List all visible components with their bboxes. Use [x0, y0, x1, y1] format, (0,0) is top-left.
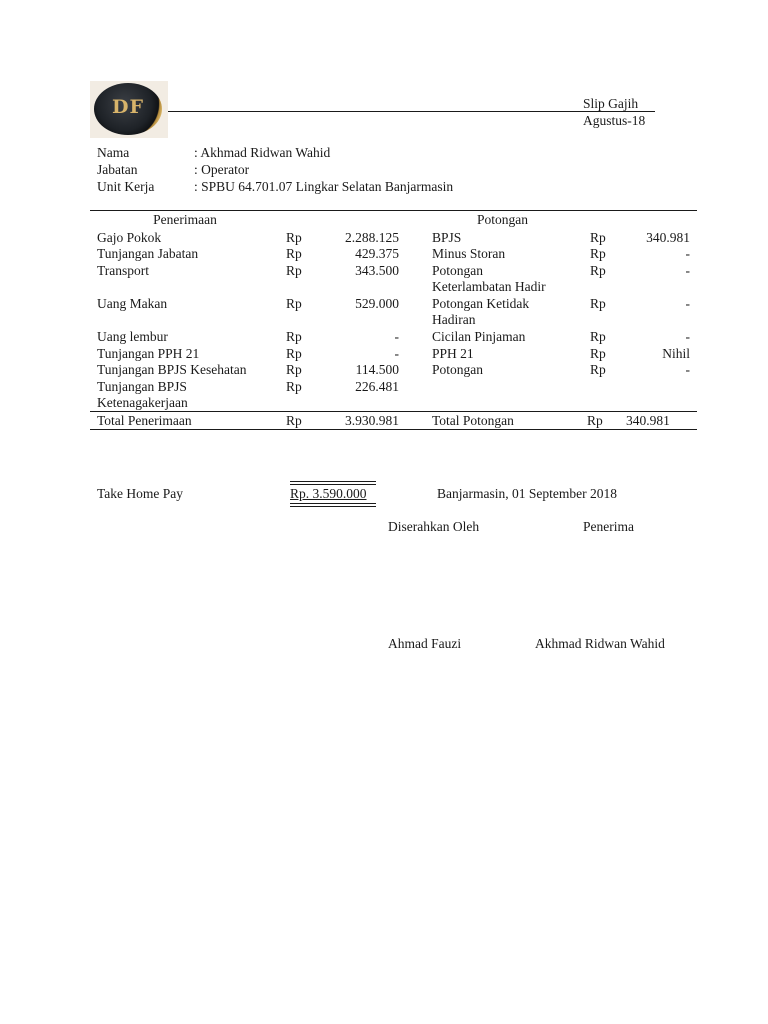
- income-label: Tunjangan PPH 21: [97, 346, 200, 361]
- income-label: Transport: [97, 263, 150, 278]
- total-income-label: Total Penerimaan: [97, 413, 192, 428]
- income-header: Penerimaan: [153, 212, 217, 227]
- take-home-top-rule-2: [290, 484, 376, 485]
- deduction-amount: -: [685, 263, 690, 278]
- position-value: : Operator: [194, 162, 250, 177]
- income-currency: Rp: [286, 379, 302, 394]
- name-label: Nama: [97, 145, 130, 160]
- name-value: : Akhmad Ridwan Wahid: [194, 145, 331, 160]
- deduction-currency: Rp: [590, 263, 606, 278]
- take-home-label: Take Home Pay: [97, 486, 184, 501]
- take-home-value: Rp. 3.590.000: [290, 486, 367, 501]
- table-top-rule: [90, 210, 697, 211]
- unit-label: Unit Kerja: [97, 179, 155, 194]
- income-label: Tunjangan BPJS Kesehatan: [97, 362, 247, 377]
- receiver-name: Akhmad Ridwan Wahid: [535, 636, 665, 651]
- logo-text: DF: [112, 96, 144, 118]
- deduction-amount: 340.981: [646, 230, 690, 245]
- deduction-amount: -: [685, 296, 690, 311]
- header-rule: [168, 111, 655, 112]
- deduction-currency: Rp: [590, 362, 606, 377]
- income-currency: Rp: [286, 230, 302, 245]
- totals-top-rule: [90, 411, 697, 412]
- take-home-double-underline-1: [290, 503, 376, 504]
- income-currency: Rp: [286, 362, 302, 377]
- deduction-label: PPH 21: [432, 346, 474, 361]
- deduction-amount: -: [685, 329, 690, 344]
- income-currency: Rp: [286, 329, 302, 344]
- table-bottom-rule: [90, 429, 697, 430]
- income-amount: 226.481: [355, 379, 399, 394]
- deduction-label-line2: Hadiran: [432, 312, 476, 327]
- period-label: Agustus-18: [583, 113, 646, 128]
- income-label: Gajo Pokok: [97, 230, 162, 245]
- income-amount: 2.288.125: [345, 230, 399, 245]
- income-amount: -: [394, 346, 399, 361]
- deduction-amount: -: [685, 246, 690, 261]
- deduction-label-line2: Keterlambatan Hadir: [432, 279, 546, 294]
- deduction-currency: Rp: [590, 230, 606, 245]
- deduction-label: Potongan: [432, 362, 484, 377]
- deduction-label: BPJS: [432, 230, 462, 245]
- income-amount: 529.000: [355, 296, 399, 311]
- income-label: Uang lembur: [97, 329, 168, 344]
- total-deduction-amount: 340.981: [626, 413, 670, 428]
- deduction-currency: Rp: [590, 296, 606, 311]
- deduction-header: Potongan: [476, 212, 528, 227]
- total-income-currency: Rp: [286, 413, 302, 428]
- company-logo: [90, 81, 168, 138]
- take-home-double-underline-2: [290, 506, 376, 507]
- income-currency: Rp: [286, 346, 302, 361]
- receiver-label: Penerima: [583, 519, 634, 534]
- take-home-top-rule: [290, 481, 376, 482]
- deduction-label: Minus Storan: [432, 246, 506, 261]
- income-amount: 114.500: [355, 362, 399, 377]
- deduction-currency: Rp: [590, 329, 606, 344]
- handed-by-label: Diserahkan Oleh: [388, 519, 480, 534]
- position-label: Jabatan: [97, 162, 138, 177]
- income-label: Uang Makan: [97, 296, 168, 311]
- deduction-amount: Nihil: [662, 346, 690, 361]
- deduction-label-line1: Potongan Ketidak: [432, 296, 530, 311]
- deduction-currency: Rp: [590, 346, 606, 361]
- document-title: Slip Gajih: [583, 96, 639, 111]
- income-currency: Rp: [286, 263, 302, 278]
- total-deduction-label: Total Potongan: [432, 413, 514, 428]
- deduction-amount: -: [685, 362, 690, 377]
- deduction-label-line1: Potongan: [432, 263, 484, 278]
- total-income-amount: 3.930.981: [345, 413, 399, 428]
- total-deduction-currency: Rp: [587, 413, 603, 428]
- income-amount: 343.500: [355, 263, 399, 278]
- income-label-line2: Ketenagakerjaan: [97, 395, 188, 410]
- unit-value: : SPBU 64.701.07 Lingkar Selatan Banjarmasin: [194, 179, 454, 194]
- income-amount: -: [394, 329, 399, 344]
- place-date: Banjarmasin, 01 September 2018: [437, 486, 617, 501]
- income-currency: Rp: [286, 246, 302, 261]
- deduction-currency: Rp: [590, 246, 606, 261]
- handed-by-name: Ahmad Fauzi: [388, 636, 462, 651]
- income-label-line1: Tunjangan BPJS: [97, 379, 187, 394]
- deduction-label: Cicilan Pinjaman: [432, 329, 526, 344]
- income-currency: Rp: [286, 296, 302, 311]
- income-label: Tunjangan Jabatan: [97, 246, 199, 261]
- income-amount: 429.375: [355, 246, 399, 261]
